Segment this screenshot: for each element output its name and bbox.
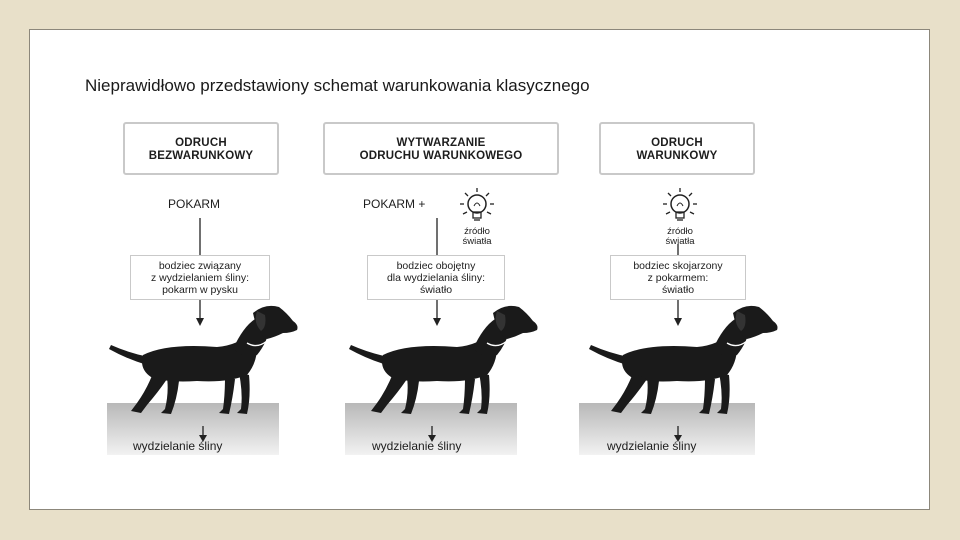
column-conditioned (557, 104, 797, 475)
stimulus-label: POKARM + (363, 197, 426, 211)
description-box: bodziec obojętny dla wydzielania śliny: światło (367, 255, 505, 300)
result-label: wydzielanie śliny (372, 439, 462, 453)
description-box: bodziec skojarzony z pokarmem: światło (610, 255, 746, 300)
heading-box: WYTWARZANIE ODRUCHU WARUNKOWEGO (323, 122, 559, 175)
heading-box: ODRUCH WARUNKOWY (599, 122, 755, 175)
bulb-label: źródło światła (462, 226, 492, 247)
heading-box: ODRUCH BEZWARUNKOWY (123, 122, 279, 175)
column-unconditioned (77, 104, 317, 475)
result-label: wydzielanie śliny (133, 439, 223, 453)
dog-icon (587, 303, 777, 418)
bulb-label: źródło światła (665, 226, 695, 247)
dog-icon (347, 303, 537, 418)
slide-title: Nieprawidłowo przedstawiony schemat warunkowania klasycznego (85, 76, 590, 95)
stimulus-label: POKARM (168, 197, 221, 211)
column-conditioning (317, 104, 557, 475)
light-bulb-icon (457, 186, 497, 226)
result-label: wydzielanie śliny (607, 439, 697, 453)
diagram (77, 104, 793, 475)
light-bulb-icon (660, 186, 700, 226)
description-box: bodziec związany z wydzielaniem śliny: pokarm w pysku (130, 255, 270, 300)
dog-icon (107, 303, 297, 418)
